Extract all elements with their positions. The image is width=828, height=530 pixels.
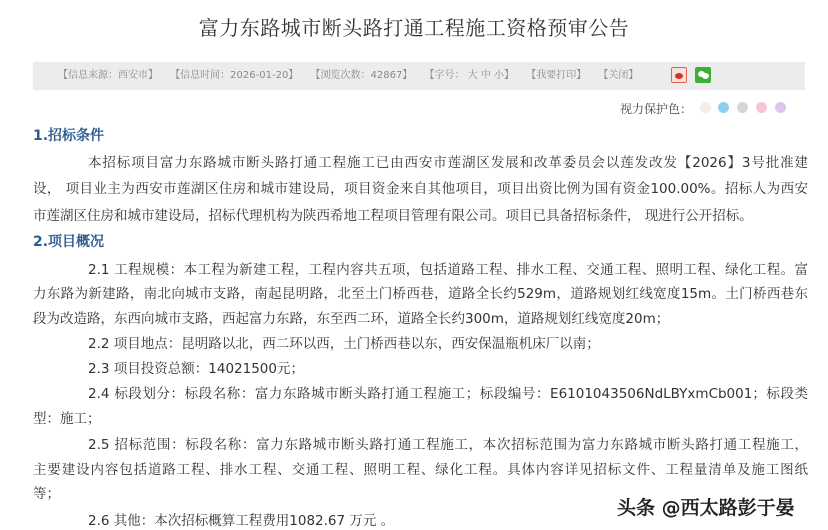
info-time: 【信息时间：2026-01-20】 (170, 70, 299, 81)
info-views: 【浏览次数：42867】 (310, 70, 413, 81)
eye-care-color-swatch[interactable] (718, 102, 729, 113)
text-line: 段为改造路，东西向城市支路，西起富力东路，东至西二环，道路全长约300m，道路规划红线宽度20m； (33, 311, 670, 327)
text-line: 2.2 项目地点：昆明路以北，西二环以西，土门桥西巷以东，西安保温瓶机床厂以南； (88, 336, 600, 352)
eye-care-color-swatch[interactable] (775, 102, 786, 113)
section-heading: 1.招标条件 (33, 128, 105, 144)
text-line: 型：施工； (33, 411, 101, 427)
page-title: 富力东路城市断头路打通工程施工资格预审公告 (198, 16, 630, 40)
text-line: 2.3 项目投资总额：14021500元； (88, 361, 304, 377)
text-line: 本招标项目富力东路城市断头路打通工程施工已由西安市莲湖区发展和改革委员会以莲发改发【2026】3号批准建 (88, 155, 808, 171)
close-link[interactable]: 【关闭】 (598, 70, 639, 81)
eye-care-label: 视力保护色： (620, 102, 693, 116)
text-line: 等； (33, 486, 60, 502)
text-line: 市莲湖区住房和城市建设局，招标代理机构为陕西希地工程项目管理有限公司。项目已具备招标条件， 现进行公开招标。 (33, 208, 753, 224)
eye-care-color-swatch[interactable] (700, 102, 711, 113)
font-size-control[interactable]: 【字号： 大 中 小】 (424, 70, 515, 81)
text-line: 设， 项目业主为西安市莲湖区住房和城市建设局，项目资金来自其他项目，项目出资比例为国有资金100.00%。招标人为西安 (33, 181, 808, 197)
weibo-share-icon[interactable] (671, 67, 687, 83)
text-line: 力东路为新建路，南北向城市支路，南起昆明路，北至土门桥西巷，道路全长约529m，道路规划红线宽度15m。土门桥西巷东 (33, 286, 808, 302)
text-line: 2.6 其他：本次招标概算工程费用1082.67 万元 。 (88, 513, 395, 529)
text-line: 2.1 工程规模：本工程为新建工程，工程内容共五项，包括道路工程、排水工程、交通工程、照明工程、绿化工程。富 (88, 262, 808, 278)
info-source: 【信息来源：西安市】 (58, 70, 158, 81)
eye-care-color-swatch[interactable] (756, 102, 767, 113)
text-line: 2.4 标段划分：标段名称：富力东路城市断头路打通工程施工；标段编号：E6101043506NdLBYxmCb001；标段类 (88, 386, 808, 402)
text-line: 主要建设内容包括道路工程、排水工程、交通工程、照明工程、绿化工程。具体内容详见招标文件、工程量清单及施工图纸 (33, 462, 808, 478)
section-heading: 2.项目概况 (33, 234, 105, 250)
text-line: 2.5 招标范围：标段名称：富力东路城市断头路打通工程施工，本次招标范围为富力东路城市断头路打通工程施工， (88, 437, 808, 453)
watermark: 头条 @西太路彭于晏 (617, 497, 795, 519)
info-bar (33, 62, 805, 90)
eye-care-color-swatch[interactable] (737, 102, 748, 113)
wechat-share-icon[interactable] (695, 67, 711, 83)
print-link[interactable]: 【我要打印】 (526, 70, 587, 81)
